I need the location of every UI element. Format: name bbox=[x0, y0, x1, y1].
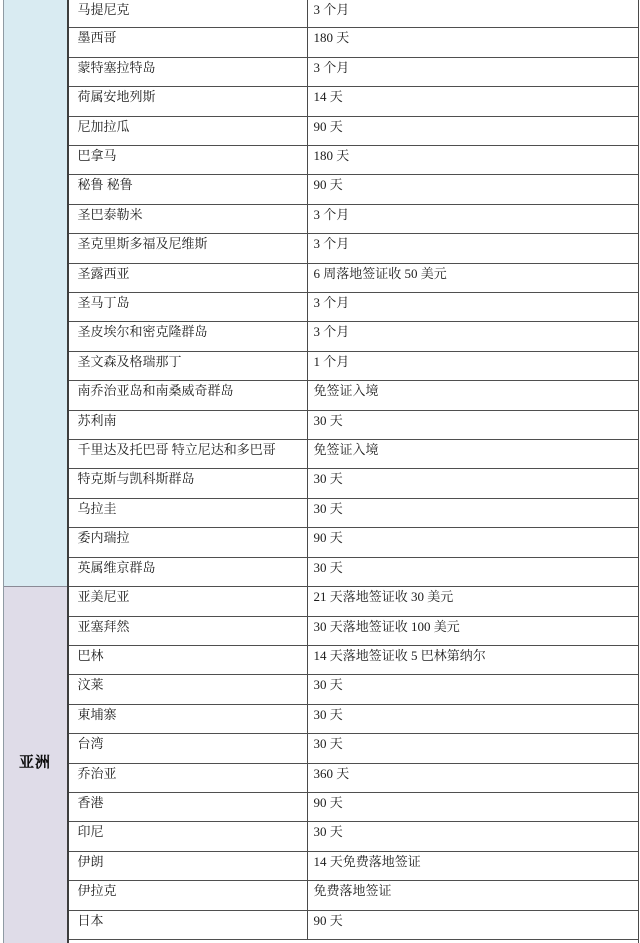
visa-duration-cell: 21 天落地签证收 30 美元 bbox=[313, 589, 454, 605]
country-cell: 千里达及托巴哥 特立尼达和多巴哥 bbox=[69, 440, 308, 468]
country-cell: 伊拉克 bbox=[69, 881, 308, 909]
visa-duration-cell: 30 天 bbox=[313, 559, 343, 575]
country-cell: 印尼 bbox=[69, 822, 308, 850]
table-row bbox=[69, 911, 638, 940]
table-row bbox=[69, 205, 638, 234]
country-cell: 伊朗 bbox=[69, 852, 308, 880]
country-cell: 巴拿马 bbox=[69, 146, 308, 174]
country-cell: 苏利南 bbox=[69, 411, 308, 439]
visa-duration-cell: 30 天 bbox=[313, 824, 343, 840]
visa-duration-cell: 90 天 bbox=[313, 794, 343, 810]
country-cell: 圣巴泰勒米 bbox=[69, 205, 308, 233]
table-row bbox=[69, 734, 638, 763]
table-row bbox=[69, 0, 638, 28]
visa-duration-cell: 免签证入境 bbox=[313, 442, 379, 458]
visa-duration-cell: 14 天 bbox=[313, 89, 343, 105]
country-cell: 圣马丁岛 bbox=[69, 293, 308, 321]
country-cell: 墨西哥 bbox=[69, 28, 308, 56]
region-label-asia: 亚洲 bbox=[18, 755, 51, 772]
country-cell: 東埔寨 bbox=[69, 705, 308, 733]
country-cell: 亚塞拜然 bbox=[69, 617, 308, 645]
visa-duration-cell: 90 天 bbox=[313, 912, 343, 928]
table-row bbox=[69, 322, 638, 351]
country-cell: 台湾 bbox=[69, 734, 308, 762]
country-cell: 秘鲁 秘鲁 bbox=[69, 175, 308, 203]
visa-duration-cell: 90 天 bbox=[313, 118, 343, 134]
country-cell: 荷属安地列斯 bbox=[69, 87, 308, 115]
visa-duration-cell: 3 个月 bbox=[313, 206, 350, 222]
country-cell: 乌拉圭 bbox=[69, 499, 308, 527]
visa-duration-cell: 30 天落地签证收 100 美元 bbox=[313, 618, 460, 634]
country-cell: 马提尼克 bbox=[69, 0, 308, 27]
visa-duration-cell: 30 天 bbox=[313, 677, 343, 693]
visa-duration-cell: 30 天 bbox=[313, 412, 343, 428]
table-row bbox=[69, 175, 638, 204]
country-cell: 巴林 bbox=[69, 646, 308, 674]
country-cell: 亚美尼亚 bbox=[69, 587, 308, 615]
country-cell: 尼加拉瓜 bbox=[69, 117, 308, 145]
visa-duration-cell: 6 周落地签证收 50 美元 bbox=[313, 265, 447, 281]
visa-table bbox=[3, 0, 639, 943]
visa-duration-cell: 90 天 bbox=[313, 530, 343, 546]
table-row bbox=[69, 822, 638, 851]
table-row bbox=[69, 411, 638, 440]
country-cell: 日本 bbox=[69, 911, 308, 939]
country-cell: 委内瑞拉 bbox=[69, 528, 308, 556]
table-row bbox=[69, 469, 638, 498]
visa-duration-cell: 3 个月 bbox=[313, 295, 350, 311]
visa-duration-cell: 30 天 bbox=[313, 706, 343, 722]
visa-duration-cell: 180 天 bbox=[313, 30, 350, 46]
table-row bbox=[69, 58, 638, 87]
country-cell: 圣克里斯多福及尼维斯 bbox=[69, 234, 308, 262]
table-row bbox=[69, 499, 638, 528]
country-cell: 香港 bbox=[69, 793, 308, 821]
table-row bbox=[69, 587, 638, 616]
table-row bbox=[69, 234, 638, 263]
table-row bbox=[69, 764, 638, 793]
country-cell: 蒙特塞拉特岛 bbox=[69, 58, 308, 86]
visa-duration-cell: 3 个月 bbox=[313, 324, 350, 340]
table-row bbox=[69, 28, 638, 57]
table-row bbox=[69, 264, 638, 293]
rows-container bbox=[69, 0, 639, 943]
visa-duration-cell: 3 个月 bbox=[313, 2, 350, 17]
country-cell: 特克斯与凯科斯群岛 bbox=[69, 469, 308, 497]
table-row bbox=[69, 440, 638, 469]
country-cell: 圣露西亚 bbox=[69, 264, 308, 292]
visa-duration-cell: 3 个月 bbox=[313, 236, 350, 252]
table-row bbox=[69, 617, 638, 646]
visa-duration-cell: 30 天 bbox=[313, 736, 343, 752]
visa-duration-cell: 180 天 bbox=[313, 148, 350, 164]
visa-duration-cell: 14 天免费落地签证 bbox=[313, 853, 421, 869]
table-row bbox=[69, 146, 638, 175]
visa-duration-cell: 30 天 bbox=[313, 500, 343, 516]
table-row bbox=[69, 87, 638, 116]
table-row bbox=[69, 675, 638, 704]
table-row bbox=[69, 528, 638, 557]
country-cell: 英属维京群岛 bbox=[69, 558, 308, 586]
table-row bbox=[69, 381, 638, 410]
visa-duration-cell: 免签证入境 bbox=[313, 383, 379, 399]
visa-duration-cell: 1 个月 bbox=[313, 353, 350, 369]
table-row bbox=[69, 881, 638, 910]
table-row bbox=[69, 293, 638, 322]
region-column bbox=[3, 0, 69, 943]
table-row bbox=[69, 852, 638, 881]
country-cell: 南乔治亚岛和南桑威奇群岛 bbox=[69, 381, 308, 409]
country-cell: 圣皮埃尔和密克隆群岛 bbox=[69, 322, 308, 350]
visa-duration-cell: 免费落地签证 bbox=[313, 883, 392, 899]
visa-duration-cell: 14 天落地签证收 5 巴林第纳尔 bbox=[313, 647, 486, 663]
table-row bbox=[69, 793, 638, 822]
visa-duration-cell: 30 天 bbox=[313, 471, 343, 487]
country-cell: 乔治亚 bbox=[69, 764, 308, 792]
country-cell: 圣文森及格瑞那丁 bbox=[69, 352, 308, 380]
region-cell-americas bbox=[4, 0, 67, 587]
table-row bbox=[69, 646, 638, 675]
table-row bbox=[69, 117, 638, 146]
visa-duration-cell: 90 天 bbox=[313, 177, 343, 193]
country-cell: 汶莱 bbox=[69, 675, 308, 703]
table-row bbox=[69, 705, 638, 734]
visa-duration-cell: 360 天 bbox=[313, 765, 350, 781]
region-cell-asia bbox=[4, 587, 67, 943]
table-row bbox=[69, 352, 638, 381]
visa-duration-cell: 3 个月 bbox=[313, 59, 350, 75]
table-row bbox=[69, 558, 638, 587]
